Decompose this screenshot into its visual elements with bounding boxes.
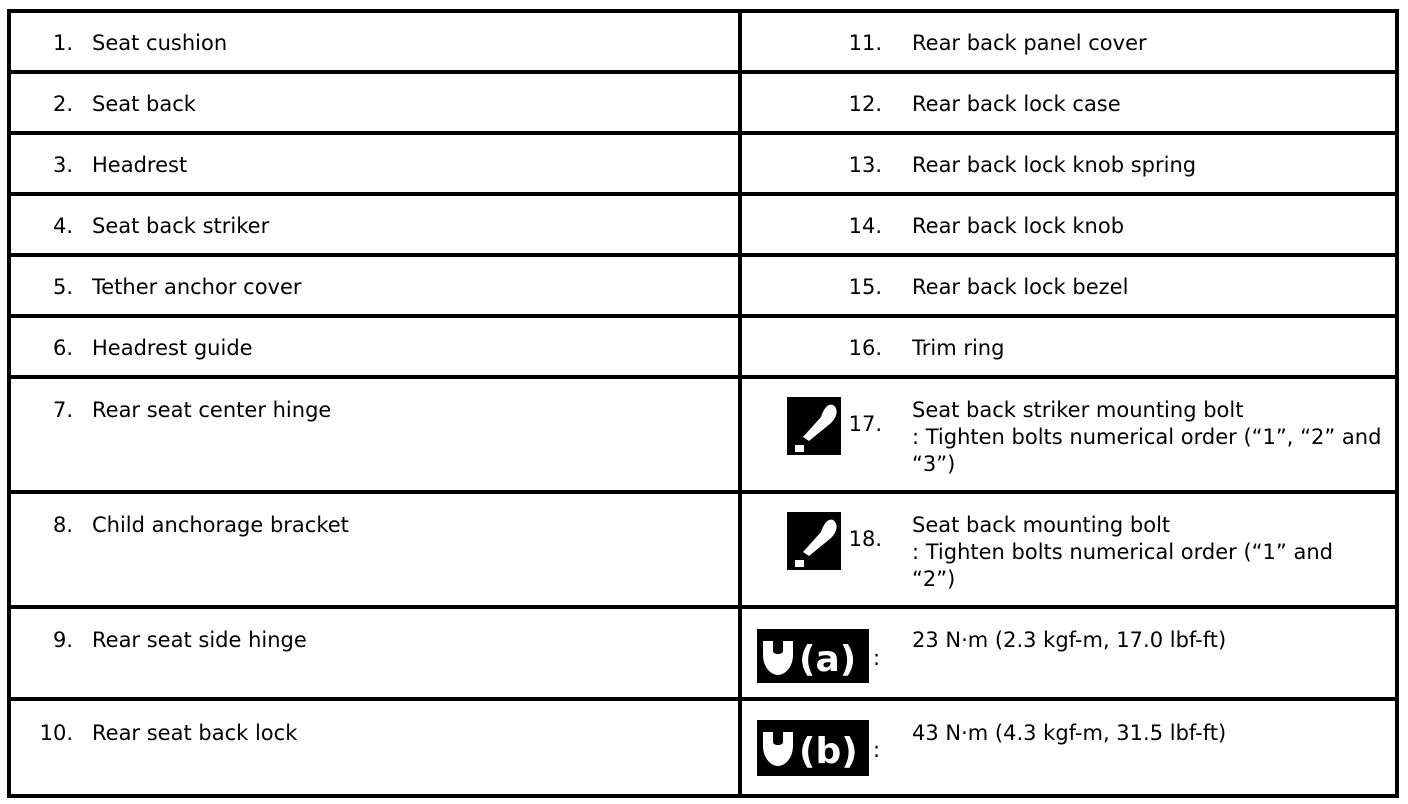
item-label: Seat back striker mounting bolt xyxy=(912,398,1244,422)
table-row xyxy=(11,196,1395,257)
table-row xyxy=(11,609,1395,701)
torque-colon: : xyxy=(873,646,881,670)
item-label: Rear seat back lock xyxy=(92,721,298,745)
item-number: 6. xyxy=(52,336,73,360)
item-label: Seat back mounting bolt xyxy=(912,513,1171,537)
item-number: 14. xyxy=(848,214,882,238)
item-number: 4. xyxy=(52,214,73,238)
item-number: 1. xyxy=(52,31,73,55)
item-number: 12. xyxy=(848,92,882,116)
wrench-icon xyxy=(757,629,869,683)
item-label: Rear back panel cover xyxy=(912,31,1147,55)
item-note: : Tighten bolts numerical order (“1” and “2”) xyxy=(912,540,1333,591)
item-label: Seat back xyxy=(92,92,196,116)
torque-colon: : xyxy=(873,738,881,762)
item-label: Trim ring xyxy=(912,336,1005,360)
item-number: 5. xyxy=(52,275,73,299)
item-label: Seat back striker xyxy=(92,214,270,238)
item-number: 11. xyxy=(848,31,882,55)
item-label: Rear seat center hinge xyxy=(92,398,332,422)
table-row xyxy=(11,701,1395,794)
item-note: : Tighten bolts numerical order (“1”, “2” and “3”) xyxy=(912,425,1382,476)
table-row xyxy=(11,135,1395,196)
item-label: Tether anchor cover xyxy=(92,275,302,299)
item-label: Seat cushion xyxy=(92,31,228,55)
torque-code: (a) xyxy=(799,639,857,680)
item-label: Rear seat side hinge xyxy=(92,628,307,652)
item-number: 13. xyxy=(848,153,882,177)
table-row xyxy=(11,74,1395,135)
item-label: Rear back lock knob spring xyxy=(912,153,1197,177)
item-label: Rear back lock knob xyxy=(912,214,1125,238)
item-label: Headrest guide xyxy=(92,336,253,360)
item-number: 3. xyxy=(52,153,73,177)
table-row xyxy=(11,13,1395,74)
item-number: 10. xyxy=(39,721,73,745)
item-number: 2. xyxy=(52,92,73,116)
table-row xyxy=(11,494,1395,609)
item-number: 8. xyxy=(52,513,73,537)
item-number: 9. xyxy=(52,628,73,652)
torque-value: 23 N·m (2.3 kgf-m, 17.0 lbf-ft) xyxy=(912,628,1227,652)
item-label: Child anchorage bracket xyxy=(92,513,349,537)
item-number: 17. xyxy=(848,412,882,436)
item-label: Rear back lock case xyxy=(912,92,1121,116)
table-row xyxy=(11,318,1395,379)
table-row xyxy=(11,257,1395,318)
item-number: 15. xyxy=(848,275,882,299)
table-row xyxy=(11,379,1395,494)
torque-code: (b) xyxy=(799,731,858,772)
item-number: 18. xyxy=(848,527,882,551)
item-label: Headrest xyxy=(92,153,188,177)
item-number: 16. xyxy=(848,336,882,360)
parts-legend-table xyxy=(7,9,1399,798)
torque-value: 43 N·m (4.3 kgf-m, 31.5 lbf-ft) xyxy=(912,721,1227,745)
wrench-icon xyxy=(757,720,869,776)
item-number: 7. xyxy=(52,398,73,422)
item-label: Rear back lock bezel xyxy=(912,275,1129,299)
